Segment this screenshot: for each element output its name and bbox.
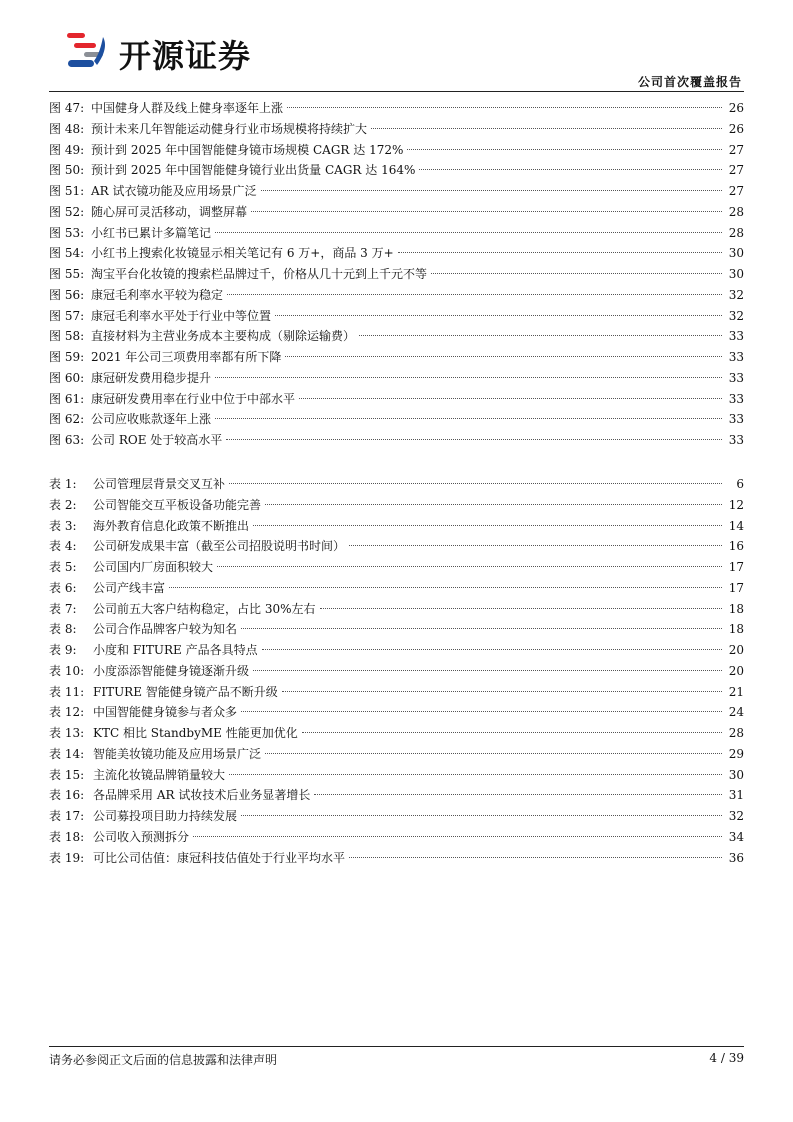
toc-page-number[interactable]: 33	[728, 350, 744, 364]
dot-leader	[253, 670, 722, 671]
toc-entry-title[interactable]: 海外教育信息化政策不断推出	[93, 518, 250, 533]
dot-leader	[217, 566, 722, 567]
toc-entry-title[interactable]: 康冠研发费用稳步提升	[91, 370, 212, 385]
toc-page-number[interactable]: 33	[728, 433, 744, 447]
toc-entry-title[interactable]: AR 试衣镜功能及应用场景广泛	[91, 184, 257, 198]
toc-page-number[interactable]: 6	[736, 477, 744, 491]
toc-entry-title[interactable]: 预计未来几年智能运动健身行业市场规模将持续扩大	[91, 121, 368, 136]
table-index-entry[interactable]	[49, 661, 744, 682]
dot-leader	[407, 149, 722, 150]
toc-entry-label: 图 55:	[49, 267, 85, 281]
dot-leader	[282, 691, 722, 692]
dot-leader	[371, 128, 722, 129]
figure-index-entry[interactable]	[49, 347, 744, 368]
toc-entry-label: 表 18:	[49, 829, 85, 844]
table-index-entry[interactable]	[49, 619, 744, 640]
figure-index-entry[interactable]	[49, 223, 744, 244]
toc-entry-label: 图 47:	[49, 101, 85, 115]
toc-page-number[interactable]: 16	[728, 539, 744, 554]
toc-entry-title[interactable]: 预计到 2025 年中国智能健身镜市场规模 CAGR 达 172%	[91, 142, 404, 157]
toc-page-number[interactable]: 28	[728, 225, 744, 240]
toc-entry-label: 表 15:	[49, 767, 85, 782]
toc-entry-title[interactable]: 预计到 2025 年中国智能健身镜行业出货量 CAGR 达 164%	[91, 163, 416, 178]
toc-entry-label: 图 52:	[49, 204, 85, 219]
toc-entry-label: 图 50:	[49, 163, 85, 178]
table-index-list	[49, 474, 744, 868]
table-index-entry[interactable]	[49, 827, 744, 848]
figure-index-entry[interactable]	[49, 430, 744, 451]
dot-leader	[302, 732, 722, 733]
toc-entry-label: 图 62:	[49, 412, 85, 427]
toc-entry-title[interactable]: 公司产线丰富	[93, 580, 166, 595]
toc-page-number[interactable]: 30	[728, 246, 744, 261]
toc-page-number[interactable]: 33	[728, 370, 744, 385]
header-divider	[49, 91, 744, 92]
toc-page-number[interactable]: 30	[728, 267, 744, 281]
toc-entry-title[interactable]: 中国智能健身镜参与者众多	[93, 705, 238, 720]
figure-index-entry[interactable]	[49, 285, 744, 306]
toc-entry-title[interactable]: 2021 年公司三项费用率都有所下降	[91, 350, 282, 364]
table-index-entry[interactable]	[49, 536, 744, 557]
dot-leader	[215, 377, 722, 378]
dot-leader	[349, 545, 722, 546]
toc-page-number[interactable]: 20	[728, 643, 744, 657]
dot-leader	[169, 587, 722, 588]
toc-entry-title[interactable]: 直接材料为主营业务成本主要构成（剔除运输费）	[91, 329, 356, 344]
toc-page-number[interactable]: 32	[728, 287, 744, 302]
figure-index-entry[interactable]	[49, 409, 744, 430]
toc-entry-label: 表 17:	[49, 809, 85, 823]
dot-leader	[241, 815, 722, 816]
toc-page-number[interactable]: 14	[728, 518, 744, 533]
dot-leader	[275, 315, 722, 316]
dot-leader	[349, 857, 722, 858]
toc-entry-title[interactable]: 公司 ROE 处于较高水平	[91, 433, 223, 447]
toc-entry-title[interactable]: 小红书已累计多篇笔记	[91, 225, 212, 240]
figure-index-entry[interactable]	[49, 140, 744, 161]
toc-page-number[interactable]: 31	[728, 788, 744, 803]
table-index-entry[interactable]	[49, 599, 744, 620]
toc-entry-label: 表 7:	[49, 601, 77, 616]
footer-divider	[49, 1046, 744, 1047]
dot-leader	[215, 418, 722, 419]
dot-leader	[253, 525, 722, 526]
toc-page-number[interactable]: 33	[728, 391, 744, 406]
toc-entry-title[interactable]: 中国健身人群及线上健身率逐年上涨	[91, 101, 284, 115]
dot-leader	[265, 753, 722, 754]
toc-entry-title[interactable]: 公司管理层背景交叉互补	[93, 477, 226, 491]
toc-entry-title[interactable]: 智能美妆镜功能及应用场景广泛	[93, 746, 262, 761]
dot-leader	[285, 356, 722, 357]
toc-entry-label: 表 10:	[49, 663, 85, 678]
toc-entry-title[interactable]: KTC 相比 StandbyME 性能更加优化	[93, 726, 298, 740]
toc-page-number[interactable]: 30	[728, 767, 744, 782]
dot-leader	[227, 294, 722, 295]
figure-index-entry[interactable]	[49, 306, 744, 327]
toc-entry-label: 图 59:	[49, 350, 85, 364]
footer-disclaimer: 请务必参阅正文后面的信息披露和法律声明	[49, 1053, 278, 1067]
figure-index-entry[interactable]	[49, 119, 744, 140]
brand-name: 开源证券	[119, 37, 252, 75]
toc-entry-label: 表 11:	[49, 684, 85, 699]
toc-page-number[interactable]: 26	[728, 101, 744, 115]
toc-entry-label: 表 14:	[49, 746, 85, 761]
figure-index-entry[interactable]	[49, 98, 744, 119]
dot-leader	[299, 398, 722, 399]
dot-leader	[226, 439, 722, 440]
dot-leader	[320, 608, 723, 609]
toc-entry-title[interactable]: 小度和 FITURE 产品各具特点	[93, 643, 258, 657]
toc-entry-title[interactable]: 随心屏可灵活移动，调整屏幕	[91, 204, 248, 219]
toc-page-number[interactable]: 33	[728, 329, 744, 344]
table-index-entry[interactable]	[49, 702, 744, 723]
figure-index-entry[interactable]	[49, 264, 744, 285]
toc-page-number[interactable]: 27	[728, 184, 744, 198]
dot-leader	[359, 335, 722, 336]
toc-entry-label: 图 53:	[49, 225, 85, 240]
toc-entry-label: 表 16:	[49, 788, 85, 803]
toc-entry-title[interactable]: 小红书上搜索化妆镜显示相关笔记有 6 万+，商品 3 万+	[91, 246, 394, 261]
toc-entry-title[interactable]: 小度添添智能健身镜逐渐升级	[93, 663, 250, 678]
toc-entry-title[interactable]: 康冠毛利率水平较为稳定	[91, 287, 224, 302]
toc-page-number[interactable]: 33	[728, 412, 744, 427]
figure-index-list	[49, 98, 744, 451]
toc-entry-label: 图 56:	[49, 287, 85, 302]
dot-leader	[229, 483, 722, 484]
toc-entry-label: 表 1:	[49, 477, 77, 491]
dot-leader	[215, 232, 722, 233]
dot-leader	[287, 107, 722, 108]
dot-leader	[419, 169, 722, 170]
table-index-entry[interactable]	[49, 682, 744, 703]
toc-entry-label: 图 60:	[49, 370, 85, 385]
toc-entry-label: 图 63:	[49, 433, 85, 447]
dot-leader	[251, 211, 722, 212]
toc-page-number[interactable]: 28	[728, 204, 744, 219]
toc-entry-title[interactable]: 公司收入预测拆分	[93, 829, 190, 844]
table-index-entry[interactable]	[49, 516, 744, 537]
table-index-entry[interactable]	[49, 578, 744, 599]
table-index-entry[interactable]	[49, 557, 744, 578]
toc-page-number[interactable]: 24	[728, 705, 744, 720]
toc-page-number[interactable]: 34	[728, 829, 744, 844]
table-index-entry[interactable]	[49, 848, 744, 869]
dot-leader	[261, 190, 722, 191]
toc-page-number[interactable]: 28	[728, 726, 744, 740]
toc-page-number[interactable]: 12	[728, 497, 744, 512]
toc-entry-title[interactable]: 公司研发成果丰富（截至公司招股说明书时间）	[93, 539, 346, 554]
toc-entry-label: 表 12:	[49, 705, 85, 720]
dot-leader	[193, 836, 722, 837]
toc-page-number[interactable]: 17	[728, 560, 744, 574]
page-header	[0, 0, 793, 100]
toc-entry-title[interactable]: 淘宝平台化妆镜的搜索栏品牌过千，价格从几十元到上千元不等	[91, 267, 428, 281]
toc-page-number[interactable]: 21	[728, 684, 744, 699]
figure-index-entry[interactable]	[49, 160, 744, 181]
toc-page-number[interactable]: 32	[728, 809, 744, 823]
toc-entry-label: 图 54:	[49, 246, 85, 261]
figure-index-entry[interactable]	[49, 368, 744, 389]
table-index-entry[interactable]	[49, 495, 744, 516]
toc-entry-title[interactable]: 公司智能交互平板设备功能完善	[93, 497, 262, 512]
toc-entry-label: 图 51:	[49, 184, 85, 198]
dot-leader	[229, 774, 722, 775]
toc-page-number[interactable]: 20	[728, 663, 744, 678]
logo-red-bar-middle	[74, 43, 96, 48]
table-index-entry[interactable]	[49, 785, 744, 806]
toc-entry-label: 表 6:	[49, 580, 77, 595]
toc-entry-title[interactable]: 公司应收账款逐年上涨	[91, 412, 212, 427]
figure-index-entry[interactable]	[49, 181, 744, 202]
dot-leader	[241, 628, 722, 629]
toc-entry-label: 表 2:	[49, 497, 77, 512]
toc-page-number[interactable]: 27	[728, 163, 744, 178]
page-number: 4 / 39	[709, 1051, 744, 1065]
table-index-entry[interactable]	[49, 744, 744, 765]
toc-entry-title[interactable]: 康冠毛利率水平处于行业中等位置	[91, 308, 272, 323]
toc-entry-label: 表 19:	[49, 850, 85, 865]
report-type: 公司首次覆盖报告	[637, 75, 742, 89]
toc-page-number[interactable]: 32	[728, 308, 744, 323]
dot-leader	[262, 649, 722, 650]
figure-index-entry[interactable]	[49, 243, 744, 264]
toc-entry-label: 图 49:	[49, 142, 85, 157]
toc-page-number[interactable]: 26	[728, 121, 744, 136]
table-index-entry[interactable]	[49, 806, 744, 827]
toc-entry-label: 表 8:	[49, 622, 77, 637]
toc-entry-label: 表 9:	[49, 643, 77, 657]
toc-entry-title[interactable]: 康冠研发费用率在行业中位于中部水平	[91, 391, 296, 406]
toc-entry-title[interactable]: 主流化妆镜品牌销量较大	[93, 767, 226, 782]
table-index-entry[interactable]	[49, 640, 744, 661]
toc-page-number[interactable]: 29	[728, 746, 744, 761]
table-index-entry[interactable]	[49, 474, 744, 495]
toc-entry-title[interactable]: 公司合作品牌客户较为知名	[93, 622, 238, 637]
toc-entry-label: 图 61:	[49, 391, 85, 406]
table-index-entry[interactable]	[49, 723, 744, 744]
toc-entry-title[interactable]: FITURE 智能健身镜产品不断升级	[93, 684, 278, 699]
dot-leader	[265, 504, 722, 505]
figure-index-entry[interactable]	[49, 202, 744, 223]
toc-entry-title[interactable]: 公司国内厂房面积较大	[93, 560, 214, 574]
dot-leader	[431, 273, 722, 274]
dot-leader	[398, 252, 722, 253]
logo-blue-swoosh	[94, 37, 105, 65]
toc-page-number[interactable]: 17	[728, 580, 744, 595]
toc-page-number[interactable]: 18	[728, 601, 744, 616]
dot-leader	[314, 794, 722, 795]
figure-index-entry[interactable]	[49, 389, 744, 410]
toc-entry-title[interactable]: 可比公司估值：康冠科技估值处于行业平均水平	[93, 850, 346, 865]
toc-entry-title[interactable]: 公司前五大客户结构稳定，占比 30%左右	[93, 601, 316, 616]
toc-entry-label: 图 57:	[49, 308, 85, 323]
toc-entry-label: 表 13:	[49, 726, 85, 740]
company-logo	[66, 29, 316, 77]
toc-entry-label: 图 58:	[49, 329, 85, 344]
toc-entry-label: 图 48:	[49, 121, 85, 136]
logo-blue-bar-bottom	[68, 60, 94, 67]
toc-entry-label: 表 4:	[49, 539, 77, 554]
toc-page-number[interactable]: 36	[728, 850, 744, 865]
logo-red-bar-top	[67, 33, 85, 38]
brand-mark-icon	[66, 29, 112, 75]
dot-leader	[241, 711, 722, 712]
figure-index-entry[interactable]	[49, 326, 744, 347]
toc-entry-title[interactable]: 公司募投项目助力持续发展	[93, 809, 238, 823]
toc-page-number[interactable]: 27	[728, 142, 744, 157]
toc-entry-label: 表 3:	[49, 518, 77, 533]
toc-entry-label: 表 5:	[49, 560, 77, 574]
toc-entry-title[interactable]: 各品牌采用 AR 试妆技术后业务显著增长	[93, 788, 311, 803]
table-index-entry[interactable]	[49, 765, 744, 786]
toc-page-number[interactable]: 18	[728, 622, 744, 637]
